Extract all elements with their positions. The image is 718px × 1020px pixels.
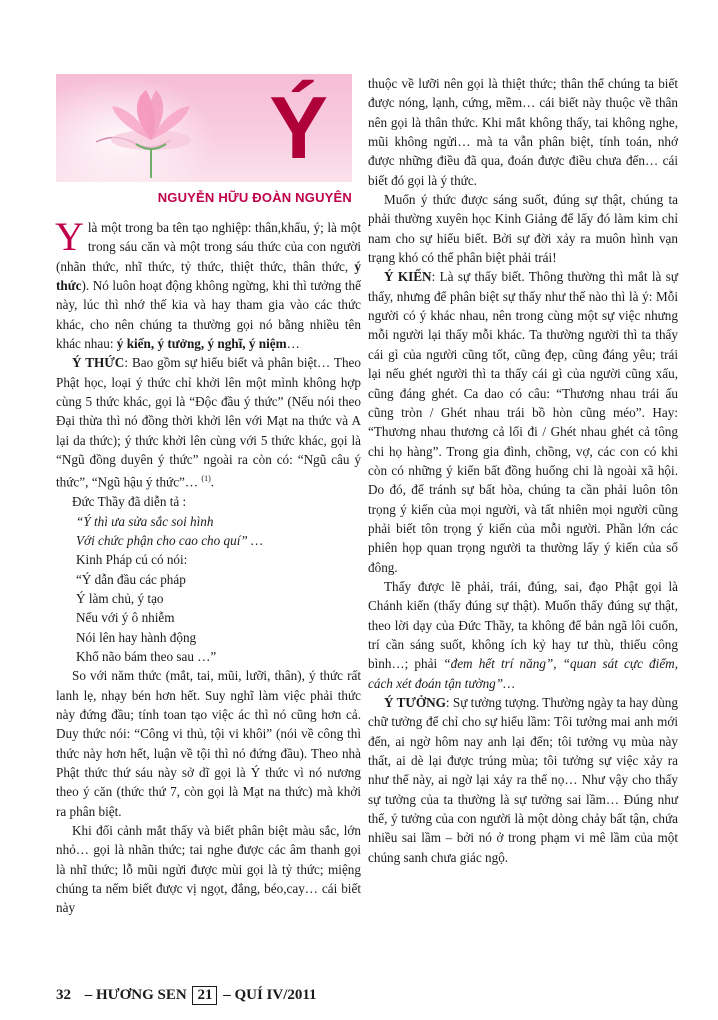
ythuc-paragraph: Ý THỨC: Bao gồm sự hiểu biết và phân biệt… Theo Phật học, loại ý thức chỉ khởi lên một mình không hợp cùng 5 thức khác, gọi là “Độc đầu ý thức” (Nếu nói theo Đại thừa thì nó đồng thời khởi lên với Mạt na thức và A lại da thức); ý thức khởi lên cùng với 5 thức khác, gọi là “Ngũ đồng duyên ý thức” ngoài ra còn có: “Ngũ câu ý thức”, “Ngũ hậu ý thức”… $^{(1)}$. [56, 355, 362, 490]
drop-cap: Y [55, 214, 84, 259]
quote-line: Nếu với ý ô nhiễm [76, 610, 175, 626]
lotus-flower-icon [76, 82, 226, 178]
kinh-intro: Kinh Pháp cú có nói: [76, 552, 188, 568]
section-heading: Ý THỨC [72, 355, 125, 371]
quote-line: Nói lên hay hành động [76, 629, 197, 645]
title-letter: Ý [269, 78, 328, 177]
quote-line: Ý làm chủ, ý tạo [76, 590, 164, 606]
poem-line: “Ý thì ưa sửa sắc soi hình [76, 513, 214, 529]
section-heading: Ý KIẾN [384, 269, 432, 285]
page-number: 32 [56, 987, 71, 1003]
page-footer [56, 986, 317, 1005]
quote-line: Khổ não bám theo sau …” [76, 648, 217, 664]
right-column [368, 74, 678, 867]
ykien-paragraph: Ý KIẾN: Là sự thấy biết. Thông thường thì mắt là sự thấy, nhưng để phân biệt sự thấy như thế nào thì là ý: Mỗi người có ý khác nhau, nên trong cùng một sự việc nhưng mỗi người lại thấy mỗi khác. Ta thường người thì ta thấy cái gì của người cũng tốt, cũng đẹp, cũng đáng yêu; trái lại nếu ghét người thì ta thấy cái gì của người cũng xấu, cũng đáng ghét. Ca dao có câu: “Thương nhau trái ấu cũng tròn / Ghét nhau trái bồ hòn cũng méo”. Hay: “Thương nhau thương cả lối đi / Ghét nhau ghét cả tông chi họ hàng”. Trong gia đình, chồng, vợ, các con có khi còn có những ý kiến bất đồng huống chi là ngoài xã hội. Do đó, để tránh sự bất hòa, chúng ta cần phải luôn tôn trọng ý kiến của mọi người, và tất nhiên mọi người cũng phải biết tôn trọng ý kiến của mỗi người. Phần lớn các phiên họp quan trọng người ta thường lấy ý kiến của số đông. [368, 269, 678, 575]
intro-paragraph: Ylà một trong ba tên tạo nghiệp: thân,khẩu, ý; là một trong sáu căn và một trong sáu thức của con người (nhãn thức, nhĩ thức, tỷ thức, thiệt thức, thân thức, ý thức). Nó luôn hoạt động không ngừng, khi thì tưởng thế này, lúc thì nhớ thế kia và hay tham gia vào các thức khác, cho nên chúng ta thường gọi nó bằng nhiều tên khác nhau: ý kiến, ý tưởng, ý nghĩ, ý niệm… [55, 214, 361, 352]
title-banner [56, 74, 352, 182]
magazine-name: – HƯƠNG SEN [84, 987, 187, 1003]
ytuong-paragraph: Ý TƯỞNG: Sự tưởng tượng. Thường ngày ta hay dùng chữ tưởng để chỉ cho sự hiểu lầm: Tôi tưởng mai anh mới đến, ai ngờ hôm nay anh lại đến; tôi tưởng vụ mùa này thất, ai dè lại được trúng mùa; tôi tưởng sự việc xảy ra như thế này, ai ngờ lại xảy ra thế nọ… Như vậy cho thấy sự tưởng của ta thường là sự tưởng sai lầm… Đúng như thế, ý tưởng của con người là một dòng chảy bất tận, chứa nhiều sai lầm – bởi nó ở trong phạm vi mê lầm của một chúng sanh chưa giác ngộ. [368, 695, 678, 865]
section-heading: Ý TƯỞNG [384, 695, 446, 710]
paragraph: thuộc về lưỡi nên gọi là thiệt thức; thân thể chúng ta biết được nóng, lạnh, cứng, mềm… cái biết này thuộc về thân nên gọi là thân thức. Khi mắt không thấy, tai không nghe, mũi không ngửi… mà ta vẫn phân biệt, tính toán, nhớ được những điều đã qua, đoán được điều chưa đến… cái biết đó gọi là ý thức. [368, 76, 678, 188]
paragraph: Khi đối cảnh mắt thấy và biết phân biệt màu sắc, lớn nhỏ… gọi là nhãn thức; tai nghe được các âm thanh gọi là nhĩ thức; lỗ mũi ngửi được mùi gọi là tỷ thức; miệng chúng ta nếm biết được vị ngọt, đắng, béo,cay… cái biết này [56, 823, 361, 916]
paragraph: Thấy được lẽ phải, trái, đúng, sai, đạo Phật gọi là Chánh kiến (thấy đúng sự thật). Muốn thấy đúng sự thật, theo lời dạy của Đức Thầy, ta không để bản ngã lôi cuốn, trí cần sáng suốt, không ích kỷ hay tư thù, thiếu công bình…; phải “đem hết trí năng”, “quan sát cực điểm, cách xét đoán tận tường”… [368, 578, 678, 691]
footnote-ref: (1) [201, 474, 211, 484]
left-column [55, 214, 362, 918]
issue-quarter: – QUÍ IV/2011 [223, 987, 317, 1003]
issue-number: 21 [192, 986, 217, 1005]
author-name: NGUYỄN HỮU ĐOÀN NGUYÊN [157, 190, 352, 205]
paragraph: So với năm thức (mắt, tai, mũi, lưỡi, thân), ý thức rất lanh lẹ, nhạy bén hơn hết. Suy nghĩ làm việc phải thức này đứng đầu; tính toan tạo việc ác thì nó cũng hơn cả. Duy thức nói: “Công vi thủ, tội vi khôi” (nói về công thì thức này hơn hết, luận về tội thì nó đứng đầu). Theo nhà Phật thức thứ sáu này sở dĩ gọi là Ý thức vì nó nương theo ý căn (thức thứ 7, còn gọi là Mạt na thức) mà khởi ra phân biệt. [56, 668, 361, 819]
thay-intro: Đức Thầy đã diễn tả : [72, 494, 187, 510]
quote-line: “Ý dẫn đầu các pháp [76, 571, 186, 587]
poem-line: Với chức phận cho cao cho quí” … [76, 532, 263, 548]
paragraph: Muốn ý thức được sáng suốt, đúng sự thật, chúng ta phải thường xuyên học Kinh Giảng để lấy đó làm kim chỉ nam cho sự hiểu biết. Bởi sự đời xảy ra muôn hình vạn trạng khó có thể phân biệt phải trái! [368, 192, 678, 266]
